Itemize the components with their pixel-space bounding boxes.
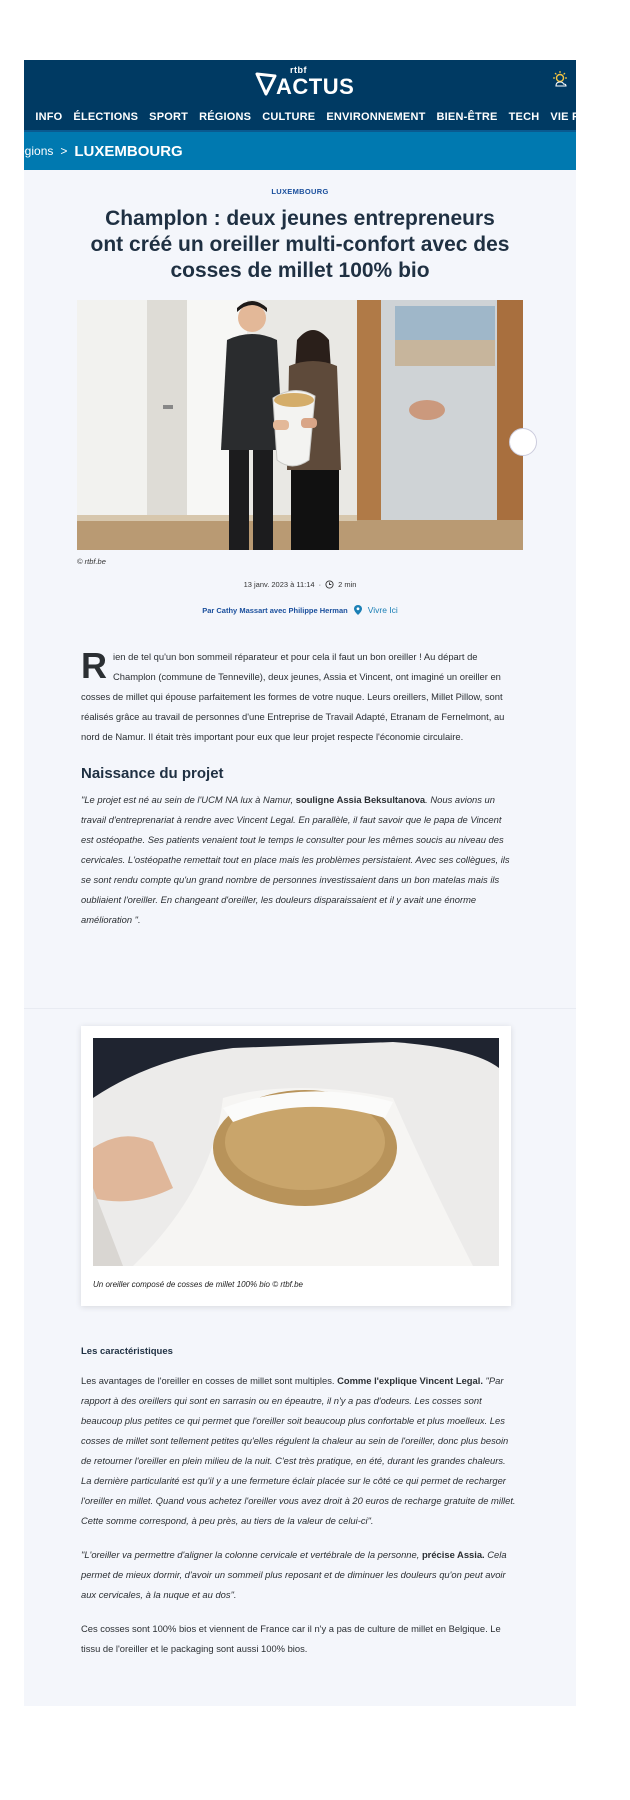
sun-cloud-icon[interactable] [550, 70, 570, 95]
figure-caption: Un oreiller composé de cosses de millet 100% bio © rtbf.be [93, 1280, 303, 1289]
figure-image [93, 1038, 499, 1266]
article-kicker[interactable]: LUXEMBOURG [271, 187, 329, 196]
article-meta [24, 580, 576, 589]
breadcrumb-current[interactable]: LUXEMBOURG [74, 142, 183, 160]
article-title: Champlon : deux jeunes entrepreneurs ont créé un oreiller multi-confort avec des cosses de millet 100% bio [90, 207, 510, 282]
nav-item-regions[interactable]: RÉGIONS [199, 111, 252, 123]
paragraph-bio: Ces cosses sont 100% bios et viennent de France car il n'y a pas de culture de millet en Belgique. Le tissu de l'oreiller et le packaging sont aussi 100% bios. [81, 1623, 501, 1654]
breadcrumb [18, 132, 576, 170]
p2-quote-a: "L'oreiller va permettre d'aligner la colonne cervicale et vertébrale de la personne, [81, 1549, 422, 1560]
p1-quote: "Par rapport à des oreillers qui sont en sarrasin ou en épeautre, il n'y a pas d'odeurs. Les cosses sont beaucoup plus petites ce qui permet que l'oreiller soit beaucoup plus confortable et plus moelleux. Les cosses de millet sont tellement petites qu'elles régulent la chaleur au sein de l'oreiller, donc plus besoin de retourner l'oreiller en plein milieu de la nuit. C'est très pratique, en été, durant les grandes chaleurs. La dernière particularité est qu'il y a une fermeture éclair placée sur le côté ce qui permet de recharger l'oreiller en millet. Quand vous achetez l'oreiller vous avez droit à 20 euros de recharge gratuite de millet. Cette somme correspond, à peu près, au tiers de la valeur de celui-ci". [81, 1375, 516, 1526]
logo-rtbf-text: rtbf [290, 65, 307, 75]
location-pin-icon [354, 605, 362, 615]
byline-authors[interactable]: Par Cathy Massart avec Philippe Herman [202, 605, 348, 615]
hero-image [77, 300, 523, 550]
nav-item-elections[interactable]: ÉLECTIONS [73, 111, 139, 123]
clock-icon [325, 580, 334, 589]
lead-paragraph [81, 647, 511, 747]
main-nav [18, 104, 630, 130]
nav-item-culture[interactable]: CULTURE [262, 111, 316, 123]
logo-actus-text: ACTUS [276, 74, 355, 99]
hero-photo-illustration [77, 300, 523, 550]
paragraph-colonne [81, 1545, 517, 1605]
p2-quote-b: Cela permet de mieux dormir, d'avoir un sommeil plus reposant et de diminuer les douleurs qu'on peut avoir aux cervicales, à la nuque et au dos". [81, 1549, 507, 1600]
meta-separator: · [318, 580, 322, 589]
figure-card [81, 1026, 511, 1306]
section-divider [24, 1008, 576, 1009]
nav-item-info[interactable]: INFO [35, 111, 63, 123]
nav-item-bien-etre[interactable]: BIEN-ÊTRE [436, 111, 498, 123]
quote-attribution: souligne Assia Beksultanova [295, 794, 426, 805]
nav-item-tech[interactable]: TECH [508, 111, 540, 123]
header-divider [24, 130, 576, 132]
p2-attribution: précise Assia. [421, 1549, 485, 1560]
chevron-right-icon: > [60, 144, 68, 158]
section-heading-caracteristiques: Les caractéristiques [81, 1346, 173, 1357]
lead-text: ien de tel qu'un bon sommeil réparateur et pour cela il faut un bon oreiller ! Au départ de Champlon (commune de Tenneville), deux jeunes, Assia et Vincent, ont imaginé un oreiller en cosses de millet qui épouse parfaitement les formes de votre nuque. Leurs oreillers, Millet Pillow, sont réalisés grâce au travail de personnes d'une Entreprise de Travail Adapté, Etranam de Fernelmont, au nord de Namur. Il était très important pour eux que leur projet respecte l'économie circulaire. [81, 651, 505, 742]
quote-part-1: "Le projet est né au sein de l'UCM NA lux à Namur, [81, 794, 296, 805]
publish-date: 13 janv. 2023 à 11:14 [243, 580, 315, 589]
site-header [18, 60, 630, 132]
page-frame [18, 60, 630, 1706]
p1-text-a: Les avantages de l'oreiller en cosses de millet sont multiples. [81, 1375, 338, 1386]
read-time: 2 min [338, 580, 357, 589]
rtbf-actus-logo[interactable] [254, 66, 354, 98]
millet-pillow-illustration [93, 1038, 499, 1266]
logo-mark-icon [254, 72, 278, 96]
nav-item-partial[interactable]: J [18, 111, 25, 123]
quote-paragraph [81, 790, 511, 930]
section-heading-naissance: Naissance du projet [81, 765, 224, 782]
nav-item-vie-pratique[interactable]: VIE PRATIQUE [550, 111, 630, 123]
section-link-vivre-ici[interactable]: Vivre Ici [367, 605, 398, 615]
drop-cap: R [81, 645, 107, 686]
byline [24, 605, 576, 615]
features-section [81, 1346, 517, 1659]
quote-part-2: . Nous avions un travail d'entreprenariat à rendre avec Vincent Legal. En parallèle, il faut savoir que le papa de Vincent est ostéopathe. Ses patients venaient tout le temps le consulter pour les mêmes soucis au niveau des cervicales. L'ostéopathe remettait tout en place mais les problèmes persistaient. Avec ses collègues, ils se sont rendu compte qu'un grand nombre de personnes investissaient dans un bon matelas mais ils oubliaient l'oreiller. En changeant d'oreiller, les douleurs disparaissaient et il y avait une énorme amélioration ". [81, 794, 510, 925]
hero-credit: © rtbf.be [77, 557, 106, 566]
nav-item-environnement[interactable]: ENVIRONNEMENT [326, 111, 426, 123]
nav-item-sport[interactable]: SPORT [149, 111, 189, 123]
article-body [81, 647, 511, 930]
paragraph-avantages [81, 1371, 517, 1531]
breadcrumb-regions-link[interactable]: égions [18, 144, 54, 158]
side-action-button[interactable] [509, 428, 537, 456]
p1-attribution: Comme l'explique Vincent Legal. [337, 1375, 483, 1386]
